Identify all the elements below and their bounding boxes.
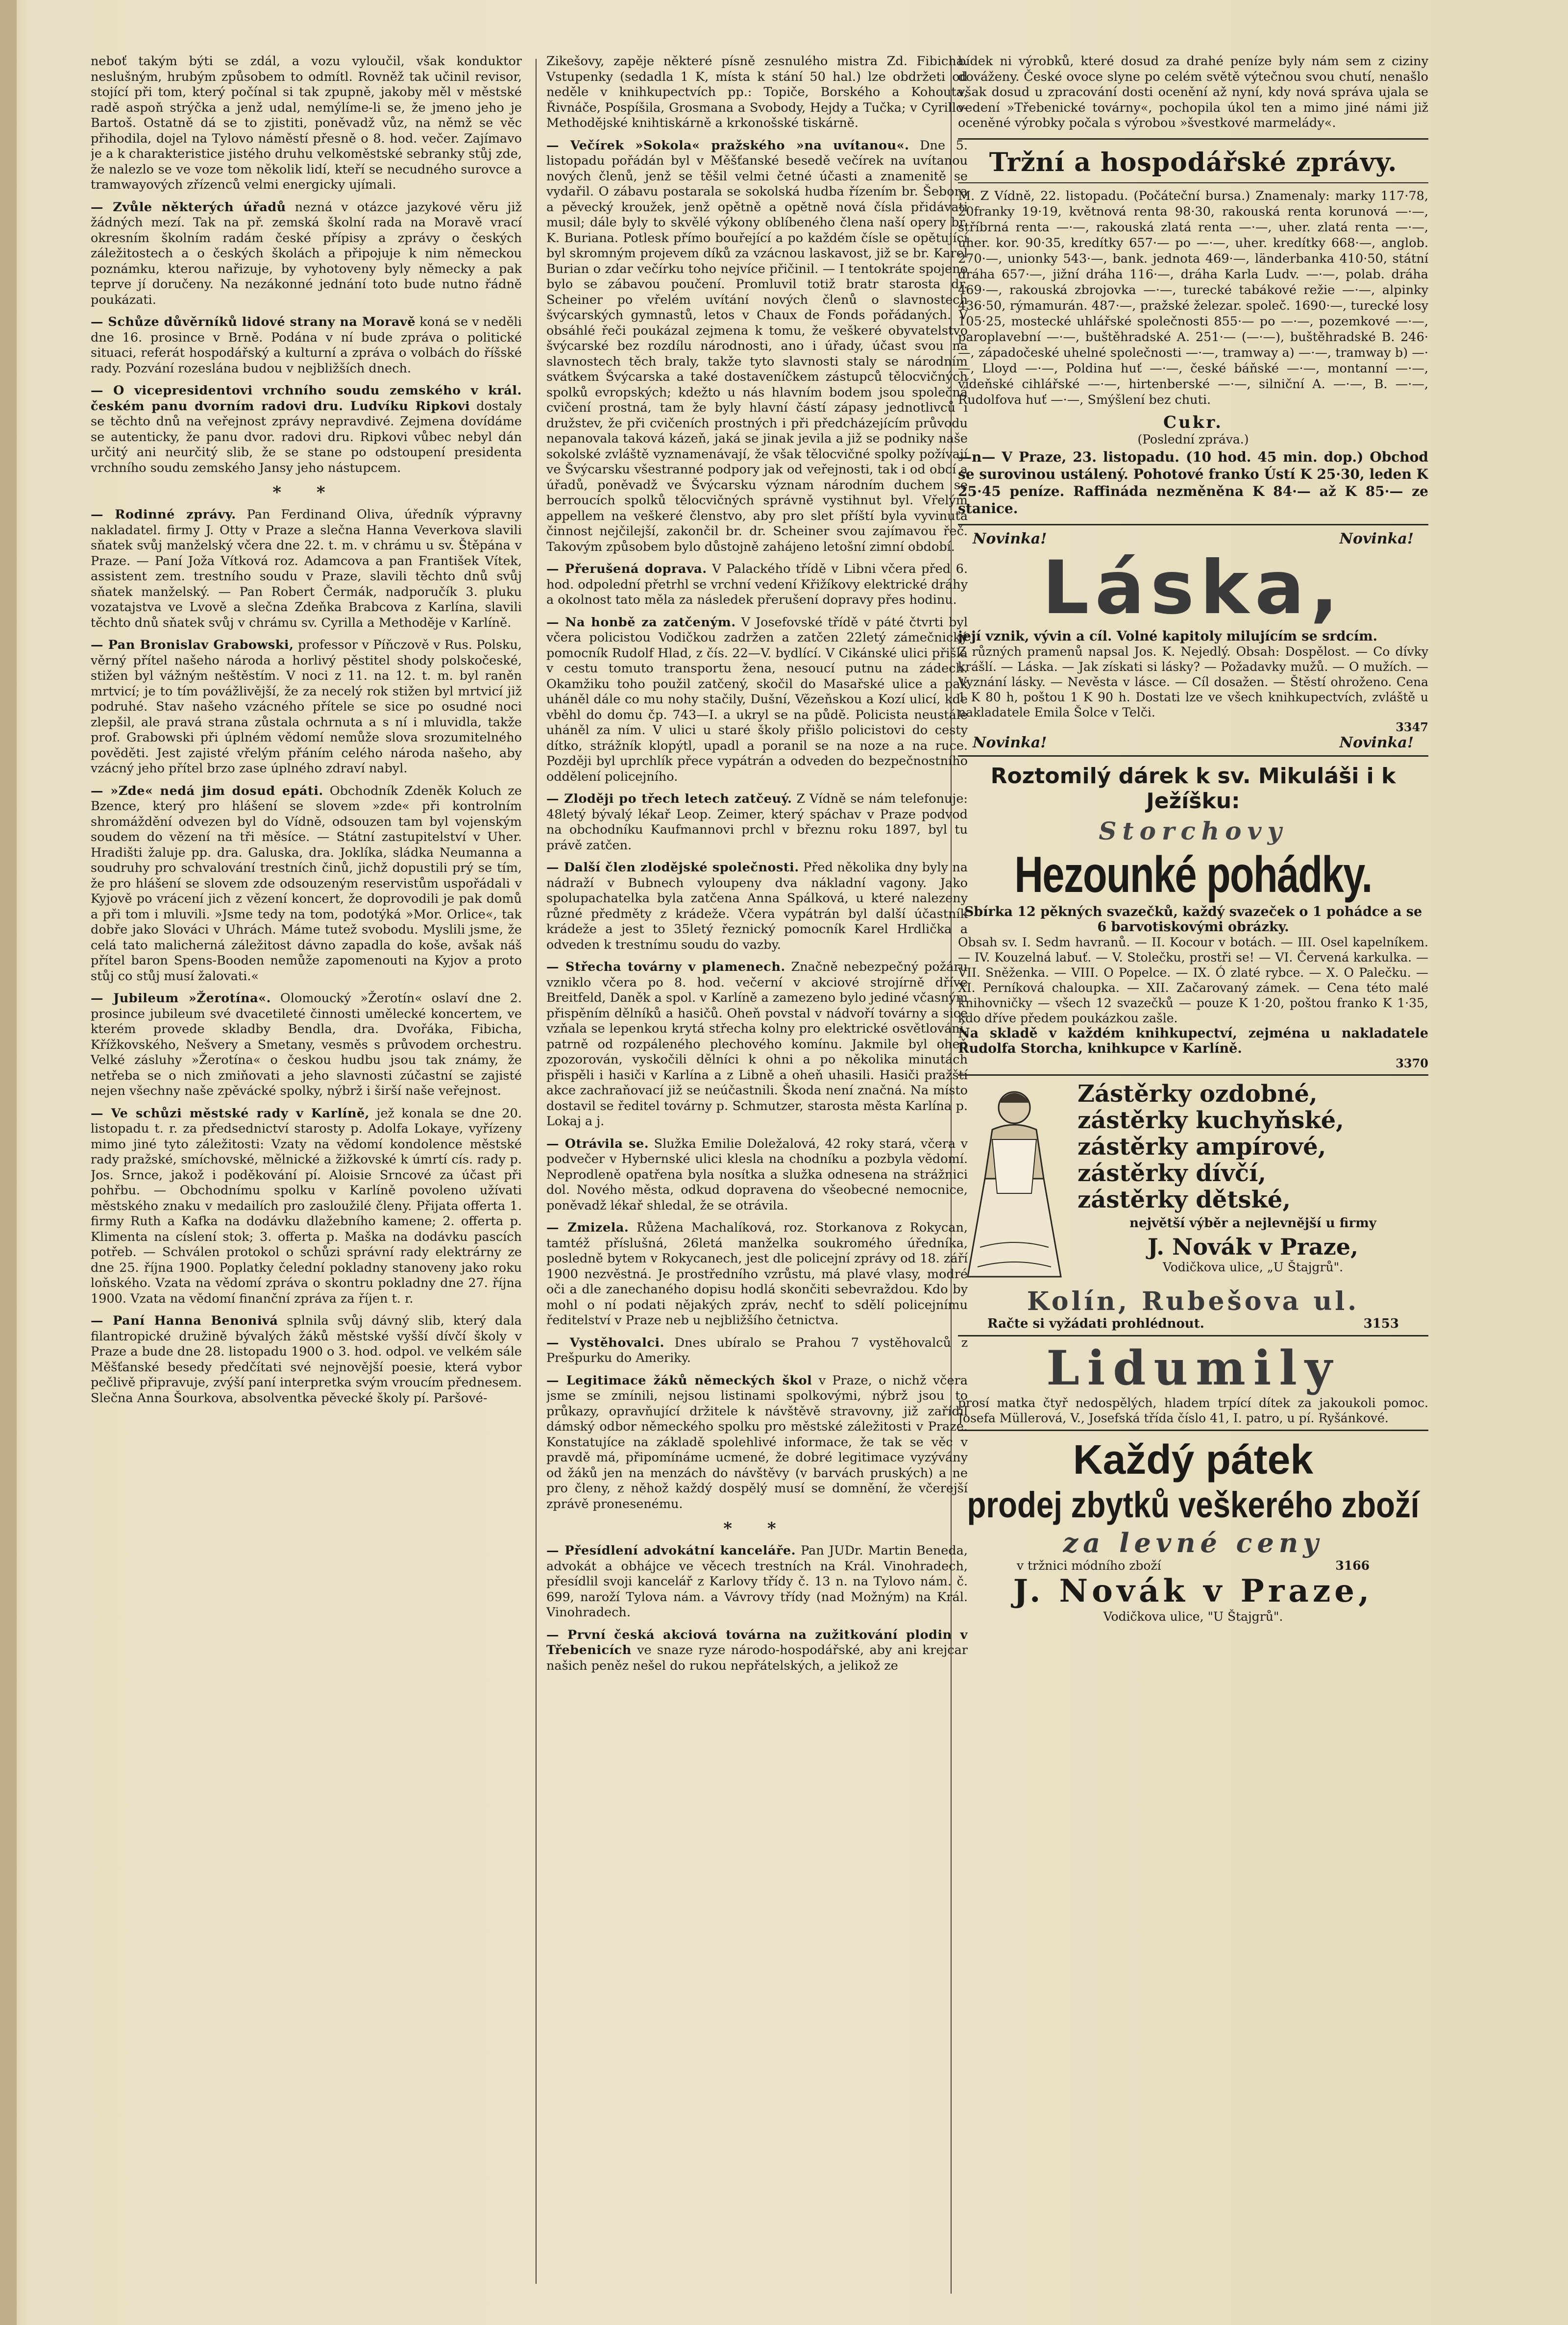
news-text: Růžena Machalíková, roz. Storkanova z Rokycan, tamtéž příslušná, 26letá manželka soukromého úředníka, posledně bytem v Rokycanech, jest dle policejní zprávy od 18. září 1900 nezvěstná. Je prostředního vzrůstu, má plavé vlasy, modré oči a dle zanechaného dopisu hodlá skončiti sebevraždou. Kdo by mohl o ní podati nějakých zpráv, nechť to sdělí policejnímu ředitelství v Praze neb u nejbližšího četnictva.: [546, 1220, 968, 1328]
news-item: [546, 1373, 968, 1512]
news-paragraph: [546, 1137, 968, 1214]
ad-line: zástěrky ampírové,: [1078, 1133, 1326, 1161]
news-paragraph: [91, 991, 522, 1099]
ad-body: prosí matka čtyř nedospělých, hladem trpící dítek za jakoukoli pomoc. Josefa Müllerová, V., Josefská třída číslo 41, I. patro, u pí. Ryšánkové.: [958, 1395, 1428, 1425]
column-left: [91, 54, 522, 2289]
ad-zasterky: [958, 1074, 1428, 1335]
news-text: Pan Ferdinand Oliva, úředník výpravny nakladatel. firmy J. Otty v Praze a slečna Hanna Veverkova slavili sňatek svůj manželský včera dne 22. t. m. v chrámu u sv. Štěpána v Praze. — Paní Joža Vítková roz. Adamcova a pan František Vítek, assistent zem. trestního soudu v Praze, slavili těchto dnů svůj sňatek manželský. — Pan Robert Čermák, nadporučík 3. pluku vozatajstva ve Lvově a slečna Zdeňka Brabcova z Karlína, slavili těchto dnů sňatek svůj v chrámu sv. Cyrilla a Methoděje v Karlíně.: [91, 507, 522, 630]
news-headline: — Rodinné zprávy.: [91, 507, 236, 522]
news-headline: — Přesídlení advokátní kanceláře.: [546, 1543, 796, 1558]
news-paragraph: [91, 315, 522, 376]
news-text: V Josefovské třídě v páté čtvrti byl včera policistou Vodičkou zadržen a zatčen 22letý zámečnický pomocník Rudolf Hlad, z čís. 22—V. bydlící. V Cikánské ulici přišla v cestu tomuto transportu žena, nesoucí putnu na zádech. Okamžiku toho použil zatčený, skočil do Masařské ulice a pak uháněl dále co mu nohy stačily, Dušní, Vězeňskou a Kozí ulicí, kde vběhl do domu čp. 743—I. a ukryl se na půdě. Policista neustále uháněl za ním. V ulici u staré školy přišlo policistovi do cesty dítko, strážník klopýtl, upadl a poranil se na noze a na ruce. Později byl uprchlík přece vypátrán a odveden do bezpečnostního oddělení policejního.: [546, 615, 968, 784]
sugar-subtitle: (Poslední zpráva.): [1137, 432, 1249, 446]
news-paragraph: [546, 54, 968, 131]
news-item: [91, 1313, 522, 1406]
novinka-label: Novinka!: [973, 530, 1047, 547]
ad-code: 3347: [1396, 719, 1428, 734]
news-item: [91, 784, 522, 985]
ad-address: Vodičkova ulice, „U Štajgrů".: [1162, 1260, 1344, 1274]
news-text: Olomoucký »Žerotín« oslaví dne 2. prosince jubileum své dvacetileté činnosti umělecké koncertem, ve kterém provede skladby Bendla, dra. Dvořáka, Fibicha, Křížkovského, Nešvery a Smetany, vesměs s průvodem orchestru. Velké zásluhy »Žerotína« o českou hudbu jsou tak známy, že netřeba se o nich zmiňovati a jeho slavnosti zúčastní se zajisté nejen všechny naše zpěvácké spolky, nýbrž i širší naše veřejnost.: [91, 991, 522, 1098]
news-text: Služka Emilie Doležalová, 42 roky stará, včera v podvečer v Hybernské ulici klesla na chodníku a pozbyla vědomí. Neprodleně opatřena byla nosítka a služka odnesena na strážnici dol. Nového města, odkud dopravena do všeobecné nemocnice, poněvadž lékař shledal, že se otrávila.: [546, 1136, 968, 1213]
novinka-label: Novinka!: [1339, 734, 1414, 751]
ad-title: Lidumily: [1046, 1340, 1340, 1396]
news-item: [91, 507, 522, 631]
news-item: [91, 638, 522, 777]
ad-branch: Kolín, Rubešova ul.: [1027, 1286, 1360, 1316]
news-text: Před několika dny byly na nádraží v Bubnech vyloupeny dva nákladní vagony. Jako spolupachatelka byla zatčena Anna Spálková, u které nalezeny různé předměty z krádeže. Včera vypátrán byl další účastník krádeže a jest to 35letý řeznický pomocník Karel Hrdlička a odveden k trestnímu soudu do vazby.: [546, 860, 968, 952]
news-headline: — Zloději po třech letech zatčeuý.: [546, 791, 792, 806]
section-separator: * *: [723, 1519, 791, 1538]
news-item: [546, 562, 968, 608]
market-text: M. Z Vídně, 22. listopadu. (Počáteční bursa.) Znamenaly: marky 117·78, 20franky 19·19, květnová renta 98·30, rakouská renta korunová —·—, stříbrná renta —·—, rakouská zlatá renta —·—, uher. zlatá renta —·—, uher. kor. 90·35, kredítky 657·— po —·—, uher. kredítky 668·—, anglob. 270·—, unionky 543·—, bank. jednota 469·—, länderbanka 410·50, státní dráha 657·—, jižní dráha 116·—, dráha Karla Ludv. —·—, polab. dráha 469·—, rakouská zbrojovka —·—, turecké tabákové režie —·—, alpinky 436·50, rýmamurán. 487·—, pražské železar. společ. 1690·—, turecké losy 105·25, mostecké uhlářské společnosti 855·— po —·—, pozemkové —·—, paroplavební —·—, buštěhradské A. 251·— (—·—), buštěhradské B. 246·—, západočeské uhelné společnosti —·—, tramway a) —·—, tramway b) —·—, Lloyd —·—, Poldina huť —·—, české báňské —·—, montanní —·—, vídeňské cihlářské —·—, hirtenberské —·—, silniční A. —·—, B. —·—, Rudolfova huť —·—, Smýšlení bez chuti.: [958, 188, 1428, 407]
news-headline: — Otrávila se.: [546, 1136, 649, 1151]
novinka-row: [958, 530, 1428, 547]
ad-lidumily: [958, 1335, 1428, 1430]
news-headline: — O vicepresidentovi vrchního soudu zemského v král. českém panu dvorním radovi dru. Ludvíku Ripkovi: [91, 383, 522, 414]
news-headline: — První česká akciová továrna na zužitkování plodin v Třebenicích: [546, 1627, 968, 1657]
market-report: [958, 188, 1428, 408]
ad-patek: [958, 1430, 1428, 1628]
ad-footer: Na skladě v každém knihkupectví, zejména u nakladatele Rudolfa Storcha, knihkupce v Karlíně.: [958, 1025, 1428, 1056]
ad-laska: [958, 524, 1428, 755]
news-paragraph: [91, 383, 522, 476]
news-item: [546, 1543, 968, 1621]
ad-line: zástěrky dětské,: [1078, 1186, 1291, 1213]
news-text: v Praze, o nichž včera jsme se zmínili, nejsou listinami spolkovými, nýbrž jsou to průkazy, opravňující držitele k návštěvě stravovny, již zařídil dámský odbor německého spolku pro městské záležitosti v Praze. Konstatujíce na základě spolehlivé informace, že tak se věc v pravdě má, připomínáme ucmené, že dobré legitimace vyzývány od žáků jen na menzách do návštěvy (v barvách pruských) a ne pro členy, z něhož každý dospělý musí se domnění, že včerejší zprávě pronesenému.: [546, 1373, 968, 1511]
ad-slogan: za levné ceny: [1063, 1527, 1323, 1558]
article-text: bídek ni výrobků, které dosud za drahé peníze byly nám sem z ciziny dováženy. České ovoce slyne po celém světě výtečnou svou chutí, nenašlo však dosud u zpracování dosti ocenění až nyní, kdy nová správa ujala se vedení »Třebenické továrny«, pochopila úkol ten a mimo jiné námi již oceněné výrobky počala s výrobou »švestkové marmelády«.: [958, 54, 1428, 130]
ad-zasterky-text: [1078, 1081, 1428, 1274]
ad-subtitle: Sbírka 12 pěkných svazečků, každý svazeček o 1 pohádce a se 6 barvotiskovými obrázky.: [964, 904, 1422, 935]
news-paragraph: [546, 615, 968, 785]
ad-note: Račte si vyžádati prohlédnout.: [987, 1316, 1204, 1331]
news-paragraph: [546, 960, 968, 1130]
news-item: [546, 615, 968, 785]
sugar-report: [958, 413, 1428, 517]
ad-line: Zástěrky ozdobné,: [1078, 1080, 1318, 1108]
news-paragraph: [546, 1628, 968, 1674]
news-headline: — Vystěhovalci.: [546, 1335, 664, 1350]
news-text: Zikešovy, zapěje některé písně zesnulého mistra Zd. Fibicha. Vstupenky (sedadla 1 K, místa k stání 50 hal.) lze obdržeti od neděle v knihkupectvích pp.: Topiče, Borského a Kohouta, Řivnáče, Pospíšila, Grosmana a Svobody, Hejdy a Tučka; v Cyrillo-Methodějské knihtiskárně a krkonošské tiskárně.: [546, 54, 968, 130]
ad-headline: Roztomilý dárek k sv. Mikuláši i k Ježíšku:: [990, 763, 1396, 814]
news-paragraph: [91, 507, 522, 631]
sugar-title: Cukr.: [1163, 412, 1223, 432]
novinka-label: Novinka!: [973, 734, 1047, 751]
ad-body: Obsah sv. I. Sedm havranů. — II. Kocour v botách. — III. Osel kapelníkem. — IV. Kouzelná labuť. — V. Stolečku, prostři se! — VI. Červená karkulka. — VII. Sněženka. — VIII. O Popelce. — IX. Ó zlaté rybce. — X. O Palečku. — XI. Perníková chaloupka. — XII. Začarovaný zámek. — Cena této malé knihovničky — všech 12 svazečků — pouze K 1·20, poštou franko K 1·35, kdo dříve předem poukázkou zašle.: [958, 935, 1428, 1025]
news-paragraph: [546, 1220, 968, 1329]
news-paragraph: [546, 1336, 968, 1366]
news-item: [546, 960, 968, 1130]
news-text: dostaly se těchto dnů na veřejnost zprávy nepravdivé. Zejmena dovídáme se autenticky, že panu dvor. radovi dru. Ripkovi vůbec nebyl dán určitý ani neurčitý slib, že se stane po odstoupení presidenta vrchního soudu zemského Jansy jeho nástupcem.: [91, 398, 522, 475]
ad-slogan: největší výběr a nejlevnější u firmy: [1129, 1215, 1376, 1231]
news-headline: — Večírek »Sokola« pražského »na uvítanou«.: [546, 138, 909, 153]
ad-code: 3153: [1363, 1316, 1399, 1331]
news-text: Z Vídně se nám telefonuje: 48letý bývalý lékař Leop. Zeimer, který spáchav v Praze podvod na obchodníku Kaufmannovi prchl v březnu roku 1897, byl tu právě zatčen.: [546, 791, 968, 853]
section-separator: * *: [272, 483, 340, 502]
news-headline: — Zvůle některých úřadů: [91, 199, 286, 215]
news-paragraph: [546, 1543, 968, 1621]
news-item: [546, 1336, 968, 1366]
news-paragraph: [91, 1106, 522, 1307]
apron-figure-illustration: [958, 1081, 1071, 1286]
news-text: koná se v neděli dne 16. prosince v Brně. Podána v ní bude zpráva o politické situaci, referát hospodářský a kulturní a zpráva o volbách do říšské rady. Pozvání rozeslána budou v nejbližších dnech.: [91, 315, 522, 376]
ad-code: 3370: [1396, 1056, 1428, 1070]
ad-title: Láska,: [1042, 545, 1345, 631]
ad-zasterky-body: [958, 1081, 1428, 1286]
page-edge: [0, 0, 17, 2325]
news-headline: — Zmizela.: [546, 1220, 629, 1235]
news-paragraph: [546, 791, 968, 853]
news-paragraph: [91, 200, 522, 308]
news-paragraph: [546, 562, 968, 608]
news-headline: — Ve schůzi městské rady v Karlíně,: [91, 1106, 370, 1121]
news-item: [91, 54, 522, 193]
news-item: [546, 138, 968, 555]
ad-note-row: [958, 1316, 1428, 1331]
news-text: nezná v otázce jazykové věru již žádných mezí. Tak na př. zemská školní rada na Moravě vrací okresním školním radám české přípisy a zprávy o českých záležitostech a o českých školách a připojuje k nim německou poznámku, kterou nařizuje, by vyhotoveny byly německy a pak teprve jí doručeny. Na nezákonné jednání toto bude nutno řádně poukázati.: [91, 199, 522, 307]
ad-body: Z různých pramenů napsal Jos. K. Nejedlý. Obsah: Dospělost. — Co dívky krášlí. — Láska. — Jak získati si lásky? — Požadavky mužů. — O mužích. — Vyznání lásky. — Nevěsta v lásce. — Cíl dosažen. — Štěstí ohroženo. Cena 1 K 80 h, poštou 1 K 90 h. Dostati lze ve všech knihkupectvích, zvláště u nakladatele Emila Šolce v Telči.: [958, 644, 1428, 719]
news-headline: — Legitimace žáků německých škol: [546, 1373, 812, 1388]
ad-subtitle: prodej zbytků veškerého zboží: [967, 1484, 1420, 1525]
news-item: [546, 1220, 968, 1329]
news-item: [91, 200, 522, 308]
ad-code: 3166: [1335, 1558, 1370, 1573]
news-text: splnila svůj dávný slib, který dala filantropické družině bývalých žáků městské vyšší dívčí školy v Praze a bude dne 28. listopadu 1900 o 3. hod. odpol. ve velkém sále Měšťanské besedy předčítati své nejnovější poesie, která vybor pečlivě připravuje, zvýší paní interpretka svým vroucím přednesem. Slečna Anna Šourkova, absolventka pěvecké školy pí. Paršové-: [91, 1313, 522, 1406]
news-item: [546, 1137, 968, 1214]
ad-title: Hezounké pohádky.: [1014, 846, 1372, 903]
news-item: [91, 991, 522, 1099]
divider: [958, 138, 1428, 140]
news-paragraph: [91, 638, 522, 777]
news-paragraph: [91, 1313, 522, 1406]
news-item: [546, 54, 968, 131]
novinka-row: [958, 734, 1428, 751]
news-text: neboť takým býti se zdál, a vozu vyloučil, však konduktor neslušným, hrubým způsobem to odmítl. Rovněž tak učinil revisor, stojící při tom, který počínal si tak zpupně, jakoby měl v městské radě aspoň strýčka a jenž udal, nemýlíme-li se, že jmeno jeho je Bartoš. Ostatně dá se to zjistiti, poněvadž vůz, na němž se věc přihodila, dojel na Tylovo náměstí přesně o 8. hod. večer. Zajímavo je a k charakteristice jistého druhu velkoměstské sebranky stůj zde, že nalezlo se ve voze tom několik lidí, kteří se necudného surovce a tramwayových zřízenců velmi energicky ujímali.: [91, 54, 522, 192]
ad-line: zástěrky dívčí,: [1078, 1159, 1267, 1187]
column-middle: [546, 54, 968, 2299]
news-item: [91, 315, 522, 376]
ad-title: Každý pátek: [1073, 1436, 1314, 1483]
news-headline: — Jubileum »Žerotína«.: [91, 991, 271, 1006]
news-text: Obchodník Zdeněk Koluch ze Bzence, který pro hlášení se slovem »zde« při kontrolním shromáždění odvezen byl do Vídně, odsouzen tam byl vojenským soudem do vězení na tři měsíce. — Státní zastupitelství v Uher. Hradišti žaluje pp. dra. Galuska, dra. Joklíka, sládka Neumanna a soudruhy pro schvalování trestních činů, jichž dopustili prý se tím, že pro hlášení se slovem zde odsouzeným reservistům uspořádali v Kyjově po vrácení jich z vězení koncert, že doprovodili je pak domů a při tom i mluvili. »Jsme tedy na tom, podotýká »Mor. Orlice«, tak dobře jako Slováci v Uhrách. Máme tutež svobodu. Myslili jsme, že celá tato malicherná záležitost dávno zapadla do koše, avšak náš přítel baron Spens-Booden nemůže zapomenouti na Kyjov a proto stůj co stůj musí žalovati.«: [91, 783, 522, 984]
news-headline: — »Zde« nedá jim dosud epáti.: [91, 783, 323, 798]
ad-firm: J. Novák v Praze,: [1147, 1233, 1359, 1260]
column-right: [958, 54, 1428, 2308]
market-section-title: Tržní a hospodářské zprávy.: [989, 147, 1397, 177]
news-text: V Palackého třídě v Libni včera před 6. hod. odpolední přetrhl se vrchní vedení Křižíkovy elektrické dráhy a okolnost tato měla za následek přerušení dopravy přes hodinu.: [546, 562, 968, 607]
news-paragraph: [91, 54, 522, 193]
column-rule: [536, 59, 537, 2284]
news-paragraph: [91, 784, 522, 985]
news-item: [91, 1106, 522, 1307]
news-text: Pan JUDr. Martin Beneda, advokát a obhájce ve věcech trestních na Král. Vinohradech, přesídlil svoji kancelář z Karlovy třídy č. 13 n. na Tylovo nám. č. 699, naroží Tylova nám. a Vávrovy třídy (nad Možným) na Král. Vinohradech.: [546, 1543, 968, 1620]
news-item: [546, 1628, 968, 1674]
sugar-text: —n— V Praze, 23. listopadu. (10 hod. 45 min. dop.) Obchod se surovinou ustálený. Pohotové franko Ústí K 25·30, leden K 25·45 peníze. Raffináda nezměněna K 84·— až K 85·— ze stanice.: [958, 448, 1428, 517]
news-headline: — Pan Bronislav Grabowski,: [91, 638, 294, 652]
article-continuation: [958, 54, 1428, 131]
news-headline: — Střecha továrny v plamenech.: [546, 960, 785, 974]
news-item: [546, 791, 968, 853]
news-text: Dnes ubíralo se Prahou 7 vystěhovalců z Prešpurku do Ameriky.: [546, 1335, 968, 1365]
news-headline: — Schůze důvěrníků lidové strany na Moravě: [91, 315, 416, 329]
news-paragraph: [546, 860, 968, 953]
news-text: Dne 5. listopadu pořádán byl v Měšťanské besedě večírek na uvítanou nových členů, jenž se těšil velmi četné účasti a znamenitě se vydařil. O zábavu postarala se sokolská hudba řízením br. Šebora a pěvecký kroužek, jenž opětně a opětně nová čísla přidávati musil; dále byly to skvělé výkony oblíbeného člena naší opery br. K. Buriana. Potlesk přímo bouřející a po každém čísle se opětující byl skromným projevem díků za vzácnou laskavost, již se br. Karel Burian o zdar večírku toho nejvíce přičinil. — I tentokráte spojeno bylo se zábavou poučení. Promluvil totiž bratr starosta dr. Scheiner po vřelém uvítání nových členů o slavnostech švýcarských gymnastů, letos v Chaux de Fonds pořádaných. V obsáhlé řeči poukázal zejmena k tomu, že veškeré obyvatelstvo švýcarské bez rozdílu národnosti, ano i úřady, účast svou na slavnostech těch braly, takže tyto slavnosti staly se národním svátkem Švýcarska a také dostaveníčkem zástupců tělocvičných spolků evropských; kdežto u nás hlavním bodem jsou společná cvičení prostná, tam že byly hlavní částí zápasy jednotlivců i družstev, že při cvičeních prostných i při předcházejícím průvodu nepanovala taková kázeň, jaká se jinak jevila a již se podniky naše sokolské zvláště vyznamenávají, že však tělocvičné spolky požívají ve Švýcarsku všestranné podpory jak od veřejnosti, tak i od obcí a úřadů, poněvadž ve Švýcarsku význam národním duchem se berroucích spolků tělocvičných správně vystihnut byl. Vřelým appellem na veškeré členstvo, aby pro slet příští byla vyvinuta činnost nejčilejší, zakončil br. dr. Scheiner svou zajímavou řeč. Takovým způsobem bylo důstojně zahájeno letošní zimní období.: [546, 138, 968, 554]
news-headline: — Na honbě za zatčeným.: [546, 615, 736, 630]
news-paragraph: [546, 1373, 968, 1512]
news-headline: — Další člen zlodějské společnosti.: [546, 860, 799, 875]
divider: [958, 182, 1428, 183]
news-text: jež konala se dne 20. listopadu t. r. za předsednictví starosty p. Adolfa Lokaye, vyřízeny mimo jiné tyto záležitosti: Vzaty na vědomí kondolence městské rady pražské, smíchovské, mělnické a žižkovské k úmrtí cís. rady p. Jos. Srnce, jakož i poděkování pí. Aloisie Srncové za účast při pohřbu. — Obchodnímu spolku v Karlíně povoleno užívati městského znaku v medailích pro zasloužilé členy. Přijata offerta 1. firmy Ruth a Kafka na dodávku dlažebního kamene; 2. offerta p. Klimenta na císlení stok; 3. offerta p. Maška na dodávku pascích potřeb. — Schválen protokol o schůzi správní rady elektrárny ze dne 25. října 1900. Poplatky čelední pokladny stanoveny jako roku loňského. Vzata na vědomí zpráva o skontru pokladny dne 27. října 1900. Vzata na vědomí finanční zpráva za říjen t. r.: [91, 1106, 522, 1306]
novinka-label: Novinka!: [1339, 530, 1414, 547]
news-paragraph: [546, 138, 968, 555]
news-item: [546, 860, 968, 953]
news-item: [91, 383, 522, 476]
news-headline: — Přerušená doprava.: [546, 562, 707, 576]
ad-lead: její vznik, vývin a cíl. Volné kapitoly milujícím se srdcím.: [958, 628, 1378, 644]
ad-publisher: Storchovy: [1099, 816, 1288, 845]
news-text: professor v Píňczově v Rus. Polsku, věrný přítel našeho národa a horlivý pěstitel shody polskočeské, stižen byl vážným neštěstím. V noci z 11. na 12. t. m. byl raněn mrtvicí; je to tím povážlivější, že za necelý rok stižen byl mrtvicí již podruhé. Stav našeho vzácného přítele se sice po osudné noci zlepšil, ale pravá strana zůstala ochrnuta a s ní i mluvidla, takže prof. Grabowski při úplném vědomí nemůže slova srozumitelného pověděti. Jest zajisté vřelým přáním celého národa našeho, aby vzácný jeho přítel brzo zase úplného zdraví nabyl.: [91, 638, 522, 776]
ad-address: Vodičkova ulice, "U Štajgrů".: [1103, 1609, 1283, 1624]
ad-small: v tržnici módního zboží: [1017, 1558, 1161, 1573]
news-text: ve snaze ryze národo-hospodářské, aby ani krejcar našich peněz nešel do rukou nepřátelských, a jelikož ze: [546, 1643, 968, 1673]
news-text: Značně nebezpečný požáru vzniklo včera po 8. hod. večerní v akciové strojírně dříve Breitfeld, Daněk a spol. v Karlíně a zamezeno bylo jediné včasným přispěním dělníků a hasičů. Oheň povstal v nádvoří továrny a sice vzňala se lepenkou krytá střecha kolny pro elektrické osvětlování, patrně od rozpáleného plechového komínu. Jakmile byl oheň zpozorován, vyskočili dělníci k ohni a po několika minutách přispěli i hasiči v Karlína a z Libně a oheň uhasili. Hasiči pražští akce zachraňovací již se neúčastnili. Škoda není značná. Na místo dostavil se ředitel továrny p. Schmutzer, starosta města Karlína p. Lokaj a j.: [546, 960, 968, 1129]
ad-small-row: [958, 1558, 1428, 1573]
ad-line: zástěrky kuchyňské,: [1078, 1106, 1344, 1134]
news-headline: — Paní Hanna Benonivá: [91, 1313, 278, 1328]
ad-firm: J. Novák v Praze,: [1013, 1572, 1373, 1609]
ad-storch: [958, 755, 1428, 1074]
